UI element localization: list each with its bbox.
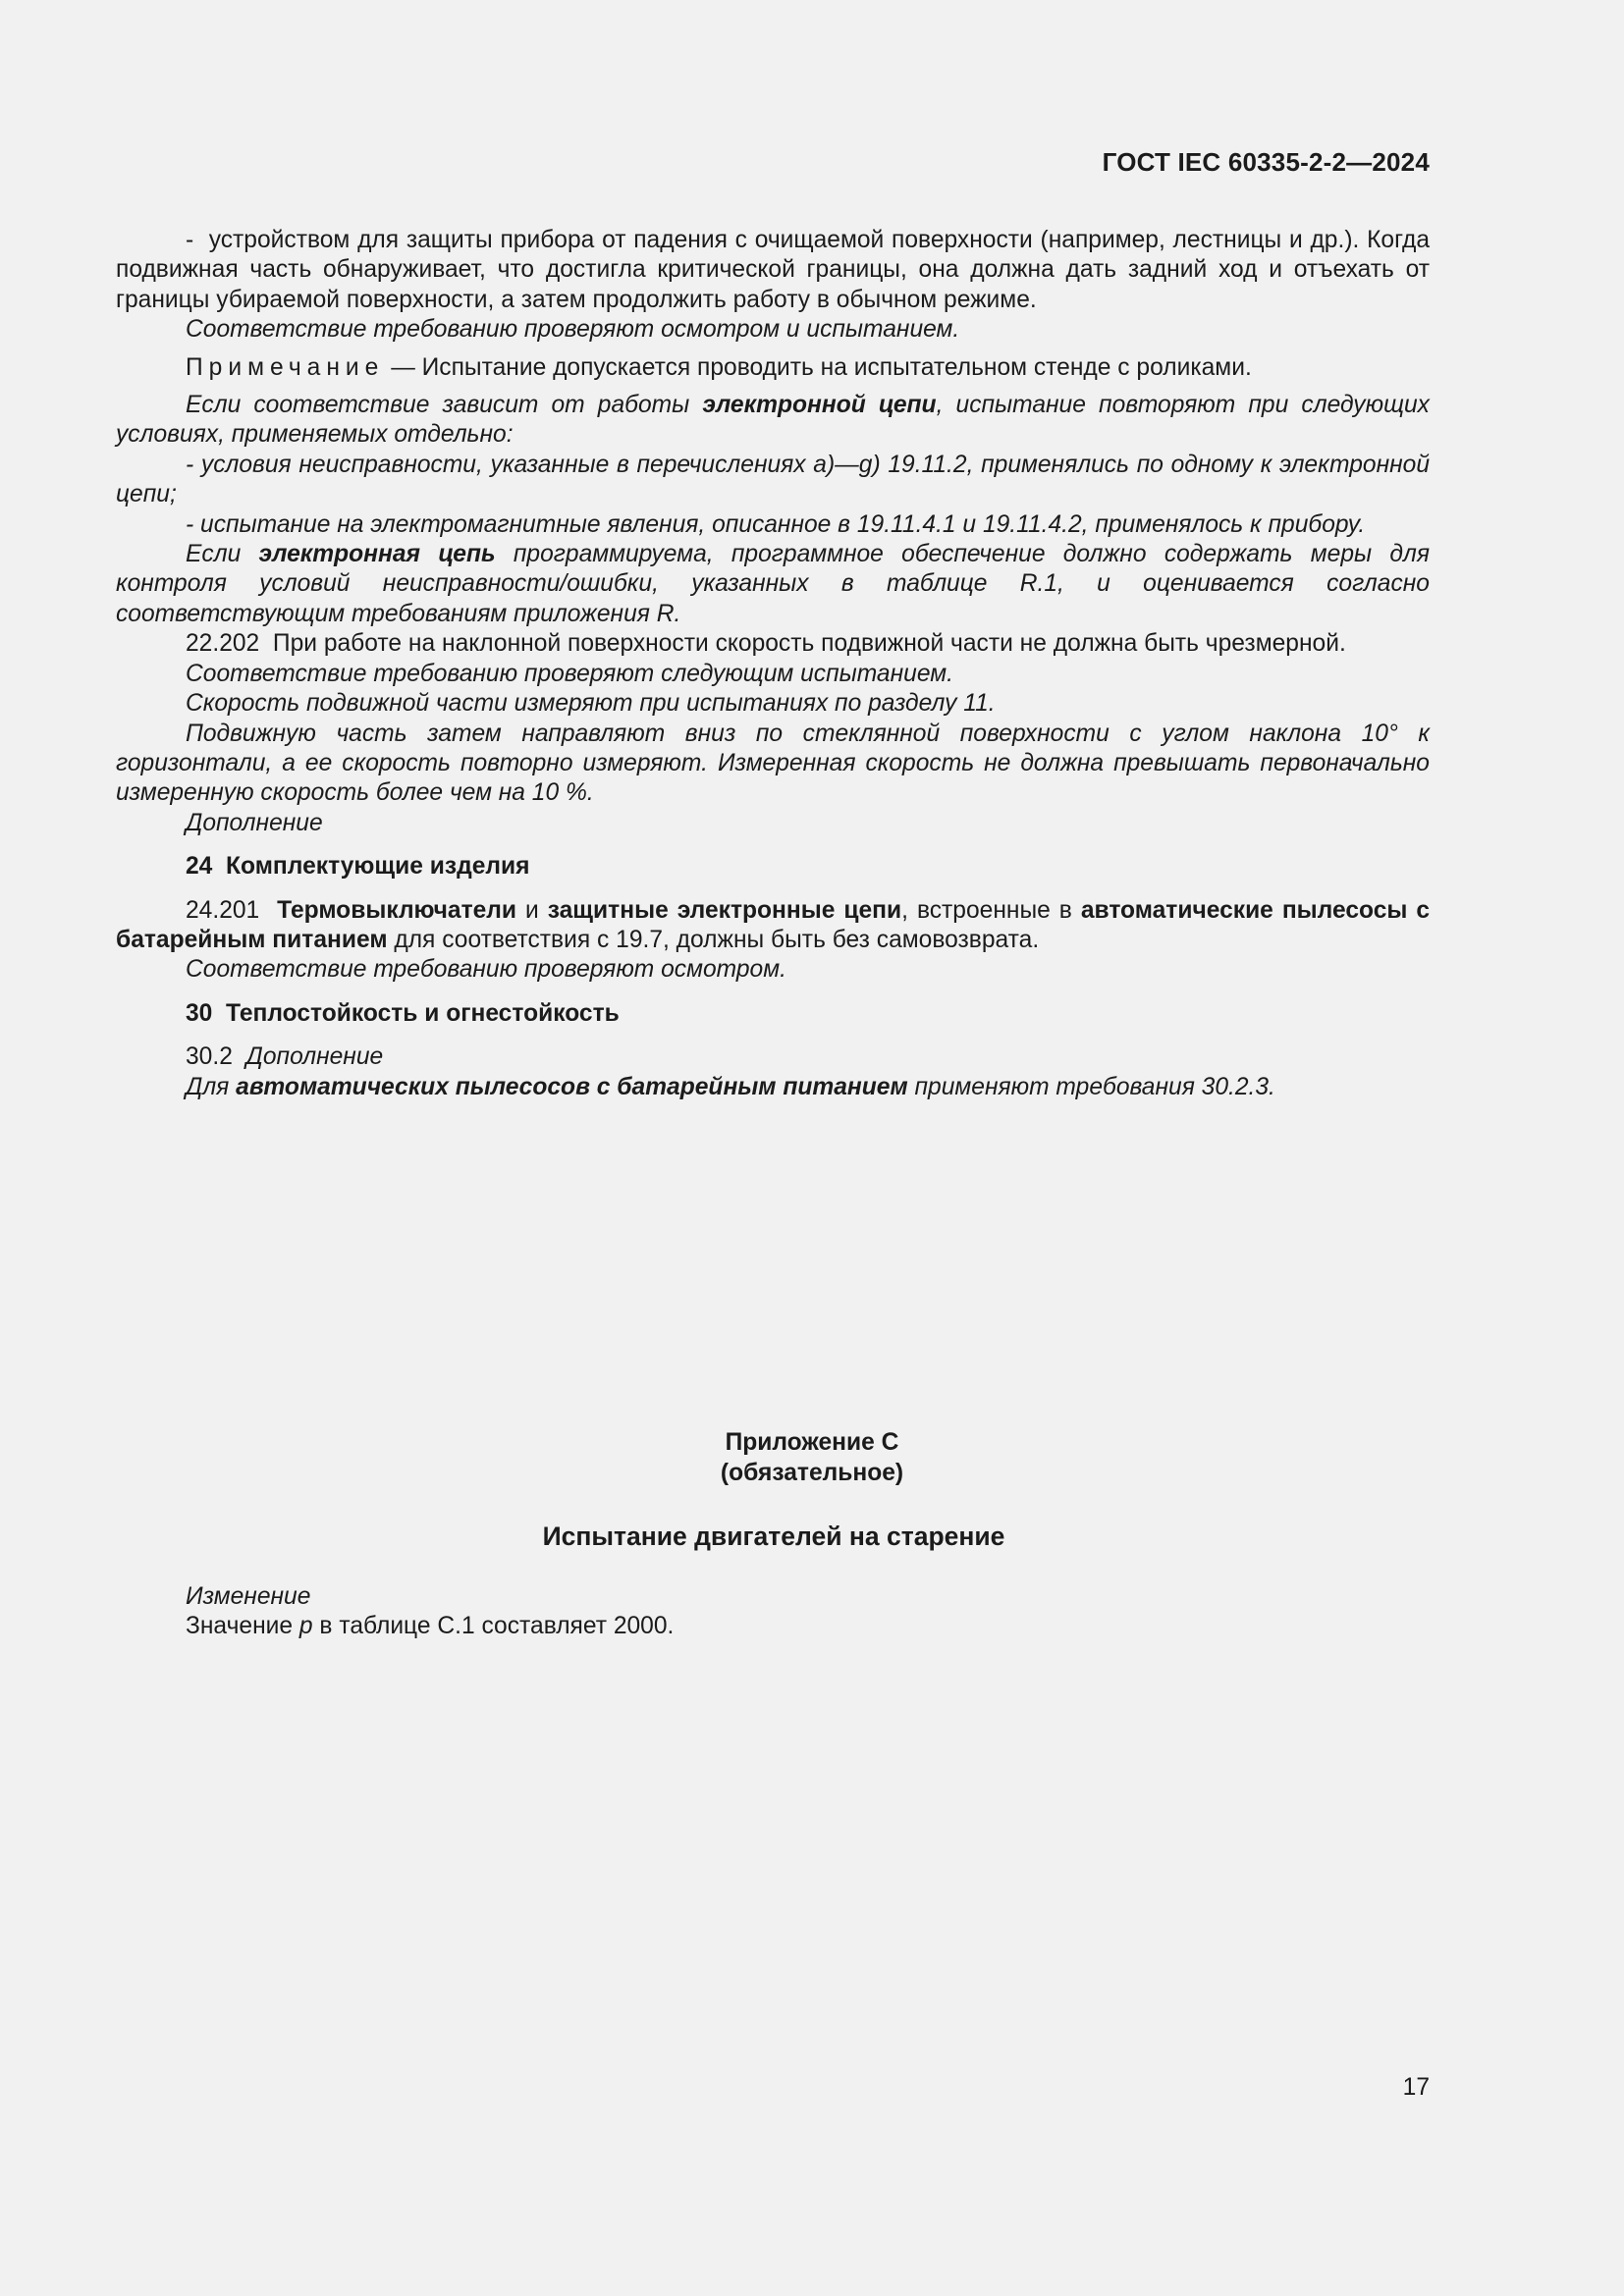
section-number: 30: [186, 999, 213, 1027]
text-run: Если соответствие зависит от работы: [186, 392, 703, 419]
section-number: 24: [186, 853, 213, 881]
note-text: — Испытание допускается проводить на испытательном стенде с роликами.: [384, 353, 1252, 381]
text-run: , встроенные в: [901, 896, 1081, 924]
list-item-emc-test: - испытание на электромагнитные явления, описанное в 19.11.4.1 и 19.11.4.2, применялось к прибору.: [186, 510, 1366, 538]
paragraph-compliance-inspection: Соответствие требованию проверяют осмотром.: [186, 956, 786, 984]
text-run: применяют требования 30.2.3.: [907, 1073, 1275, 1100]
clause-22-202: [116, 629, 1430, 659]
annex-label: Приложение С: [725, 1429, 899, 1456]
text-run: для соответствия с 19.7, должны быть без самовозврата.: [387, 926, 1040, 953]
paragraph-compliance-check: Соответствие требованию проверяют осмотром и испытанием.: [186, 316, 960, 344]
annex-title: Испытание двигателей на старение: [542, 1522, 1005, 1551]
document-body: [116, 226, 1430, 1102]
text-run: , испытание повторяют при следующих условиях, применяемых отдельно:: [116, 392, 1430, 449]
paragraph-programmable-circuit: [116, 540, 1430, 629]
paragraph-battery-vacuum-requirements: [116, 1073, 1430, 1102]
paragraph-text: устройством для защиты прибора от падения с очищаемой поверхности (например, лестницы и др.). Когда подвижная часть обнаруживает, что достигла критической границы, она должна дать задний ход и отъехать от границы убираемой поверхности, а затем продолжить работу в обычном режиме.: [116, 227, 1430, 313]
variable-p: p: [298, 1613, 313, 1640]
note: [116, 353, 1430, 383]
term-bold: автоматических пылесосов с батарейным питанием: [236, 1073, 908, 1100]
term-bold: электронная цепь: [258, 541, 496, 568]
clause-text: Дополнение: [245, 1043, 384, 1071]
annex-change-label: Изменение: [186, 1583, 311, 1610]
term-bold: электронной цепи: [702, 392, 937, 419]
list-dash: -: [186, 227, 194, 253]
term-bold: Термовыключатели: [277, 896, 517, 924]
text-run: Значение: [186, 1613, 299, 1640]
section-heading-30: [116, 999, 1430, 1029]
list-item-fault-conditions: - условия неисправности, указанные в перечислениях а)—g) 19.11.2, применялись по одному к электронной цепи;: [116, 451, 1430, 508]
paragraph-compliance-test: Соответствие требованию проверяют следующим испытанием.: [186, 660, 953, 687]
annex-body: [116, 1582, 1430, 1642]
text-run: Если: [186, 541, 259, 568]
section-title: Теплостойкость и огнестойкость: [226, 999, 620, 1027]
paragraph-speed-measurement: Скорость подвижной части измеряют при испытаниях по разделу 11.: [186, 690, 996, 718]
text-run: и: [516, 896, 548, 924]
clause-number: 24.201: [186, 896, 260, 924]
text-run: в таблице С.1 составляет 2000.: [312, 1613, 675, 1640]
paragraph-electronic-circuit-condition: [116, 391, 1430, 451]
clause-text: При работе на наклонной поверхности скорость подвижной части не должна быть чрезмерной.: [272, 630, 1346, 658]
annex-status: (обязательное): [720, 1460, 904, 1486]
paragraph-device-protection: [116, 226, 1430, 315]
clause-number: 22.202: [186, 630, 260, 658]
text-run: Для: [186, 1073, 237, 1100]
page-number: 17: [1402, 2074, 1430, 2101]
clause-number: 30.2: [186, 1043, 233, 1071]
section-heading-24: [116, 852, 1430, 881]
annex-change-text: [116, 1612, 1430, 1641]
document-id-header: ГОСТ IEC 60335-2-2—2024: [1102, 147, 1430, 177]
term-bold: защитные электронные цепи: [547, 896, 902, 924]
note-label: Примечание: [186, 353, 385, 381]
paragraph-addition: Дополнение: [186, 809, 323, 836]
clause-24-201: [116, 896, 1430, 956]
text-run: программируема, программное обеспечение должно содержать меры для контроля условий неисправности/ошибки, указанных в таблице R.1, и оценивается согласно соответствующим требованиям приложения R.: [116, 541, 1430, 627]
section-title: Комплектующие изделия: [226, 853, 530, 881]
clause-30-2: [116, 1042, 1430, 1072]
term-bold: автоматические пылесосы с батарейным питанием: [116, 896, 1431, 953]
paragraph-incline-test: Подвижную часть затем направляют вниз по стеклянной поверхности с углом наклона 10° к горизонтали, а ее скорость повторно измеряют. Измеренная скорость не должна превышать первоначально измеренную скорость более чем на 10 %.: [116, 720, 1430, 807]
